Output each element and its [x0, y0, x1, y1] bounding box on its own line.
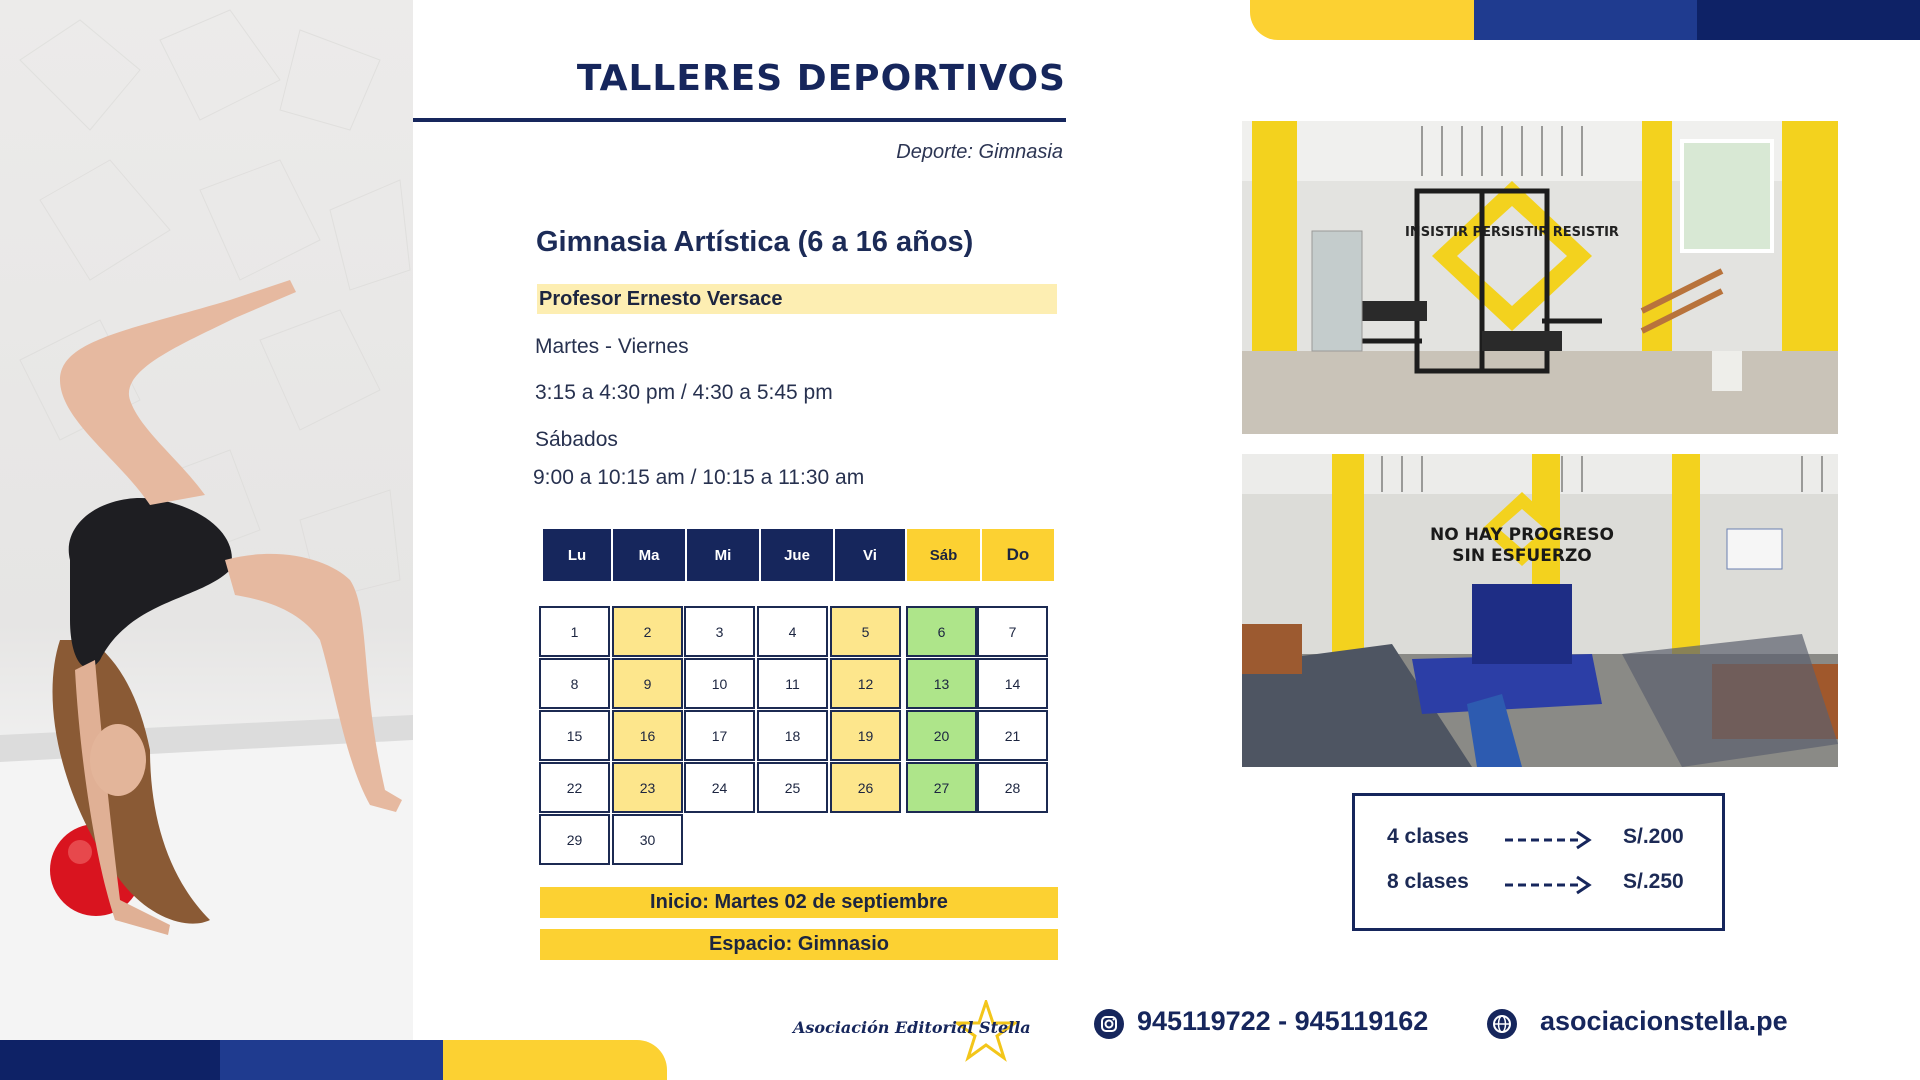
calendar-day: 25	[757, 762, 828, 813]
price-amount-4: S/.200	[1623, 825, 1684, 848]
pricing-box	[1352, 793, 1725, 931]
sport-label: Deporte: Gimnasia	[896, 141, 1063, 163]
title-divider	[413, 118, 1066, 122]
calendar-day: 24	[684, 762, 755, 813]
weekday-times: 3:15 a 4:30 pm / 4:30 a 5:45 pm	[535, 381, 833, 404]
price-classes-8: 8 clases	[1387, 870, 1469, 893]
class-title: Gimnasia Artística (6 a 16 años)	[536, 226, 974, 258]
calendar-day: 9	[612, 658, 683, 709]
gym-slogan-1: INSISTIR PERSISTIR RESISTIR	[1405, 225, 1619, 240]
calendar-day: 15	[539, 710, 610, 761]
calendar-day: 4	[757, 606, 828, 657]
instagram-icon	[1094, 1009, 1124, 1039]
phone-numbers: 945119722 - 945119162	[1137, 1006, 1429, 1036]
calendar-day: 20	[906, 710, 977, 761]
price-amount-8: S/.250	[1623, 870, 1684, 893]
calendar-day: 28	[977, 762, 1048, 813]
gymnast-photo	[0, 0, 413, 1040]
calendar-day: 14	[977, 658, 1048, 709]
teacher-name: Profesor Ernesto Versace	[539, 288, 783, 310]
day-header-sab: Sáb	[907, 529, 980, 581]
calendar-day: 19	[830, 710, 901, 761]
calendar-day: 8	[539, 658, 610, 709]
calendar-day: 18	[757, 710, 828, 761]
bottom-bar-navy	[0, 1040, 221, 1080]
calendar-day: 26	[830, 762, 901, 813]
globe-icon	[1487, 1009, 1517, 1039]
calendar-day: 27	[906, 762, 977, 813]
day-header-vi: Vi	[835, 529, 905, 581]
top-bar-blue	[1474, 0, 1698, 40]
price-classes-4: 4 clases	[1387, 825, 1469, 848]
day-header-jue: Jue	[761, 529, 833, 581]
day-header-ma: Ma	[613, 529, 685, 581]
page-title: TALLERES DEPORTIVOS	[576, 58, 1066, 99]
saturday-label: Sábados	[535, 428, 618, 451]
calendar-day: 22	[539, 762, 610, 813]
calendar-day: 10	[684, 658, 755, 709]
calendar-day: 16	[612, 710, 683, 761]
calendar-day: 30	[612, 814, 683, 865]
calendar-day: 17	[684, 710, 755, 761]
weekday-label: Martes - Viernes	[535, 335, 689, 358]
saturday-times: 9:00 a 10:15 am / 10:15 a 11:30 am	[533, 466, 865, 489]
website-link[interactable]: asociacionstella.pe	[1540, 1006, 1788, 1036]
gym-photo-weights	[1242, 121, 1838, 434]
calendar-day: 21	[977, 710, 1048, 761]
day-header-mi: Mi	[687, 529, 759, 581]
arrow-icon	[1503, 830, 1593, 850]
calendar-day: 3	[684, 606, 755, 657]
top-bar-yellow	[1250, 0, 1475, 40]
space-banner: Espacio: Gimnasio	[540, 929, 1058, 960]
arrow-icon	[1503, 875, 1593, 895]
calendar-day: 13	[906, 658, 977, 709]
gym-slogan-2b: SIN ESFUERZO	[1452, 546, 1592, 566]
bottom-bar-blue	[220, 1040, 444, 1080]
stella-logo	[790, 1000, 1030, 1064]
calendar-day: 2	[612, 606, 683, 657]
calendar-day: 1	[539, 606, 610, 657]
logo-text: Asociación Editorial Stella	[793, 1018, 1031, 1037]
calendar-day: 6	[906, 606, 977, 657]
calendar-day: 23	[612, 762, 683, 813]
gym-photo-mats	[1242, 454, 1838, 767]
gym-slogan-2a: NO HAY PROGRESO	[1430, 525, 1614, 545]
bottom-bar-yellow	[443, 1040, 667, 1080]
top-bar-navy	[1697, 0, 1920, 40]
calendar-day: 5	[830, 606, 901, 657]
calendar-day: 11	[757, 658, 828, 709]
start-date-banner: Inicio: Martes 02 de septiembre	[540, 887, 1058, 918]
calendar-day: 7	[977, 606, 1048, 657]
day-header-lu: Lu	[543, 529, 611, 581]
day-header-do: Do	[982, 529, 1054, 581]
calendar-day: 12	[830, 658, 901, 709]
calendar-day: 29	[539, 814, 610, 865]
